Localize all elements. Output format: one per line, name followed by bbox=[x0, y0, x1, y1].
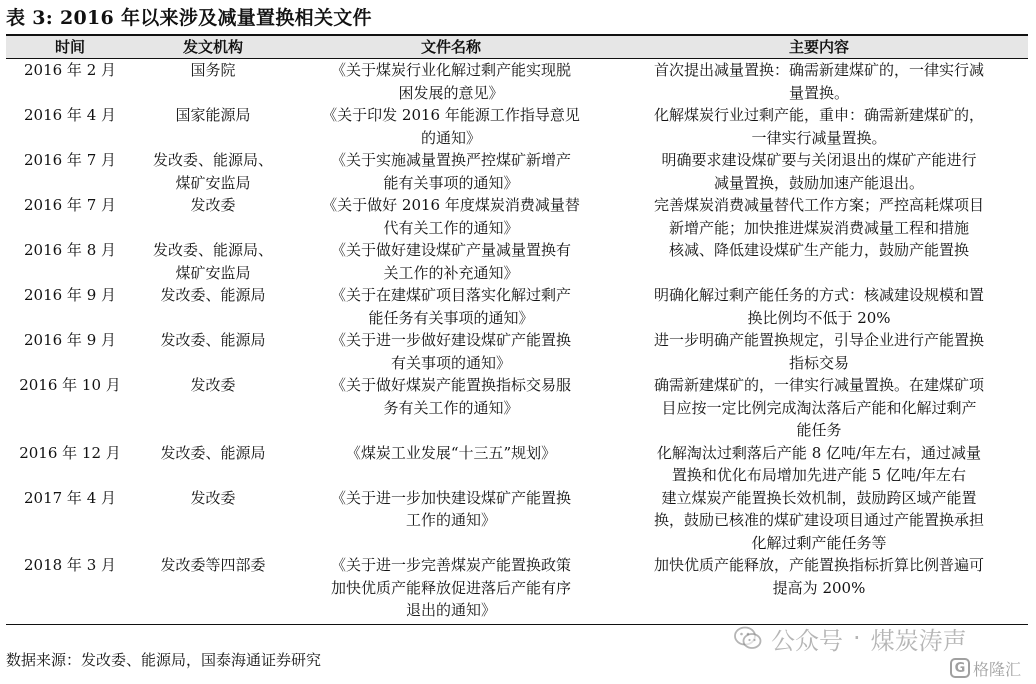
cell-time: 2016 年 9 月 bbox=[23, 286, 117, 304]
table-row bbox=[6, 487, 1028, 555]
watermark-right-text: 煤炭涛声 bbox=[870, 626, 967, 655]
cell-content bbox=[610, 329, 1028, 374]
gelonghui-text: 格隆汇 bbox=[973, 659, 1022, 679]
cell-time: 2018 年 3 月 bbox=[6, 554, 134, 624]
cell-doc-name bbox=[292, 374, 610, 442]
cell-time: 2016 年 9 月 bbox=[23, 331, 117, 349]
cell-time: 2016 年 7 月 bbox=[23, 196, 117, 214]
cell-content bbox=[610, 554, 1028, 624]
cell-content-line: 指标交易 bbox=[788, 353, 849, 372]
cell-content-line: 化解煤炭行业过剩产能，重申：确需新建煤矿的， bbox=[653, 106, 984, 124]
table-body bbox=[6, 59, 1028, 625]
table-row bbox=[6, 194, 1028, 239]
cell-issuer bbox=[134, 239, 292, 284]
cell-content-line: 置换和优化布局增加先进产能 5 亿吨/年左右 bbox=[671, 466, 967, 484]
header-content: 主要内容 bbox=[610, 35, 1028, 59]
cell-time: 2016 年 2 月 bbox=[23, 61, 117, 79]
cell-issuer: 国务院 bbox=[190, 61, 236, 79]
cell-doc-line: 《关于做好建设煤矿产量减量置换有 bbox=[330, 241, 571, 259]
cell-doc-line: 《关于实施减量置换严控煤矿新增产 bbox=[330, 151, 571, 169]
table-row bbox=[6, 239, 1028, 284]
cell-issuer: 发改委 bbox=[190, 376, 236, 394]
table-row bbox=[6, 374, 1028, 442]
cell-issuer bbox=[134, 149, 292, 194]
cell-doc-name bbox=[292, 239, 610, 284]
cell-issuer: 发改委 bbox=[190, 488, 236, 507]
cell-doc-line: 能有关事项的通知》 bbox=[383, 173, 519, 192]
cell-time: 2017 年 4 月 bbox=[23, 488, 117, 507]
cell-doc-name bbox=[292, 194, 610, 239]
cell-doc-line: 工作的通知》 bbox=[405, 511, 496, 529]
cell-content-line: 明确化解过剩产能任务的方式：核减建设规模和置 bbox=[653, 286, 984, 304]
watermark bbox=[733, 618, 967, 658]
cell-content bbox=[610, 194, 1028, 239]
cell-content-line: 明确要求建设煤矿要与关闭退出的煤矿产能进行 bbox=[661, 151, 977, 169]
cell-doc-line: 退出的通知》 bbox=[405, 601, 496, 619]
table-row bbox=[6, 329, 1028, 374]
cell-doc-name bbox=[292, 329, 610, 374]
cell-issuer-line: 煤矿安监局 bbox=[175, 263, 251, 282]
cell-issuer: 发改委、能源局 bbox=[160, 286, 266, 304]
table-title: 表 3: 2016 年以来涉及减量置换相关文件 bbox=[6, 7, 372, 29]
cell-doc-line: 《关于进一步加快建设煤矿产能置换 bbox=[330, 488, 571, 507]
cell-doc-line: 《关于进一步完善煤炭产能置换政策 bbox=[330, 556, 571, 574]
cell-doc-name bbox=[292, 149, 610, 194]
header-issuer: 发文机构 bbox=[134, 35, 292, 59]
cell-content bbox=[610, 104, 1028, 149]
gelonghui-logo-icon: G bbox=[950, 658, 970, 678]
cell-issuer: 发改委等四部委 bbox=[134, 554, 292, 624]
cell-issuer-line: 发改委、能源局、 bbox=[152, 151, 273, 169]
cell-content bbox=[610, 59, 1028, 105]
cell-doc-line: 关工作的补充通知》 bbox=[383, 263, 519, 282]
cell-doc-line: 《关于进一步做好建设煤矿产能置换 bbox=[330, 331, 571, 349]
cell-time: 2016 年 12 月 bbox=[19, 443, 121, 462]
gelonghui-badge bbox=[950, 656, 1021, 680]
cell-doc-name bbox=[292, 554, 610, 624]
cell-doc-name bbox=[292, 104, 610, 149]
watermark-separator: · bbox=[853, 624, 861, 652]
cell-content-line: 目应按一定比例完成淘汰落后产能和化解过剩产 bbox=[661, 398, 977, 417]
table-row bbox=[6, 149, 1028, 194]
cell-content-line: 一律实行减量置换。 bbox=[751, 128, 887, 147]
cell-content bbox=[610, 442, 1028, 487]
cell-issuer-line: 煤矿安监局 bbox=[175, 173, 251, 192]
cell-doc-line: 代有关工作的通知》 bbox=[383, 218, 519, 237]
cell-doc-name bbox=[292, 284, 610, 329]
header-doc-name: 文件名称 bbox=[292, 35, 610, 59]
cell-content-line: 加快优质产能释放，产能置换指标折算比例普遍可 bbox=[653, 556, 984, 574]
cell-issuer: 发改委 bbox=[190, 196, 236, 214]
cell-doc-name bbox=[292, 487, 610, 555]
table-row bbox=[6, 104, 1028, 149]
cell-doc-name bbox=[292, 59, 610, 105]
source-note: 数据来源：发改委、能源局，国泰海通证券研究 bbox=[6, 651, 322, 669]
cell-content-line: 换，鼓励已核准的煤矿建设项目通过产能置换承担 bbox=[653, 511, 984, 529]
cell-doc-name bbox=[292, 442, 610, 487]
cell-doc-line: 务有关工作的通知》 bbox=[383, 398, 519, 417]
table-row bbox=[6, 442, 1028, 487]
cell-issuer: 国家能源局 bbox=[175, 106, 251, 124]
cell-content-line: 化解淘汰过剩落后产能 8 亿吨/年左右，通过减量 bbox=[656, 443, 982, 462]
cell-issuer-line: 发改委、能源局、 bbox=[152, 241, 273, 259]
cell-doc-line: 困发展的意见》 bbox=[398, 83, 504, 102]
table-row bbox=[6, 554, 1028, 624]
cell-content-line: 量置换。 bbox=[788, 83, 849, 102]
cell-content-line: 换比例均不低于 20% bbox=[747, 308, 891, 327]
table-header-row bbox=[6, 35, 1028, 59]
table-row bbox=[6, 59, 1028, 105]
cell-doc-line: 《煤炭工业发展“十三五”规划》 bbox=[345, 443, 557, 462]
cell-content-line: 减量置换，鼓励加速产能退出。 bbox=[713, 173, 924, 192]
cell-doc-line: 的通知》 bbox=[420, 128, 481, 147]
cell-content-line: 核减、降低建设煤矿生产能力，鼓励产能置换 bbox=[668, 241, 969, 259]
cell-time: 2016 年 4 月 bbox=[23, 106, 117, 124]
cell-content-line: 化解过剩产能任务等 bbox=[751, 533, 887, 552]
cell-content-line: 能任务 bbox=[796, 421, 842, 439]
cell-content-line: 进一步明确产能置换规定，引导企业进行产能置换 bbox=[653, 331, 984, 349]
cell-content-line: 提高为 200% bbox=[772, 578, 866, 597]
watermark-left-text: 公众号 bbox=[771, 626, 843, 655]
cell-doc-line: 加快优质产能释放促进落后产能有序 bbox=[330, 578, 571, 597]
cell-issuer: 发改委、能源局 bbox=[160, 331, 266, 349]
table-row bbox=[6, 284, 1028, 329]
policy-table bbox=[6, 34, 1028, 625]
cell-content bbox=[610, 284, 1028, 329]
cell-time: 2016 年 10 月 bbox=[19, 376, 121, 394]
cell-content bbox=[610, 239, 1028, 284]
wechat-icon bbox=[733, 623, 763, 653]
cell-doc-line: 有关事项的通知》 bbox=[390, 353, 511, 372]
cell-time: 2016 年 7 月 bbox=[23, 151, 117, 169]
cell-content-line: 完善煤炭消费减量替代工作方案；严控高耗煤项目 bbox=[653, 196, 984, 214]
cell-content-line: 确需新建煤矿的，一律实行减量置换。在建煤矿项 bbox=[653, 376, 984, 394]
header-time: 时间 bbox=[6, 35, 134, 59]
cell-issuer: 发改委、能源局 bbox=[160, 443, 266, 462]
cell-doc-line: 《关于做好 2016 年度煤炭消费减量替 bbox=[322, 196, 580, 214]
cell-content bbox=[610, 487, 1028, 555]
cell-doc-line: 《关于煤炭行业化解过剩产能实现脱 bbox=[330, 61, 571, 79]
cell-content-line: 首次提出减量置换：确需新建煤矿的，一律实行减 bbox=[653, 61, 984, 79]
cell-content-line: 建立煤炭产能置换长效机制，鼓励跨区域产能置 bbox=[661, 488, 977, 507]
cell-doc-line: 能任务有关事项的通知》 bbox=[368, 308, 534, 327]
cell-doc-line: 《关于印发 2016 年能源工作指导意见 bbox=[322, 106, 580, 124]
cell-doc-line: 《关于在建煤矿项目落实化解过剩产 bbox=[330, 286, 571, 304]
cell-content bbox=[610, 374, 1028, 442]
cell-doc-line: 《关于做好煤炭产能置换指标交易服 bbox=[330, 376, 571, 394]
cell-content bbox=[610, 149, 1028, 194]
cell-time: 2016 年 8 月 bbox=[23, 241, 117, 259]
cell-content-line: 新增产能；加快推进煤炭消费减量工程和措施 bbox=[668, 218, 969, 237]
